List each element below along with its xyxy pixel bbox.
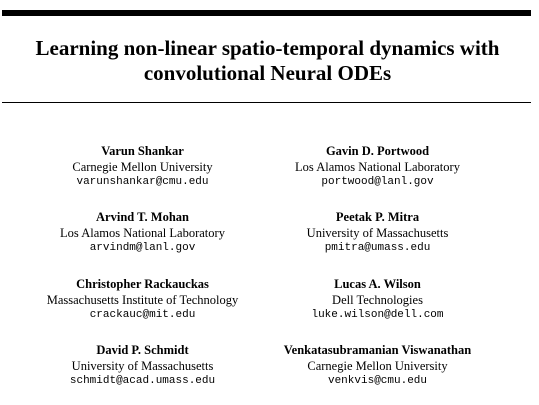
author-name: David P. Schmidt xyxy=(96,343,189,357)
author-affiliation: Los Alamos National Laboratory xyxy=(60,226,225,240)
author-affiliation: University of Massachusetts xyxy=(306,226,449,240)
author-email[interactable]: portwood@lanl.gov xyxy=(321,176,434,188)
top-rule xyxy=(2,10,531,16)
author-affiliation: Dell Technologies xyxy=(332,293,423,307)
author-block-wilson xyxy=(275,276,480,323)
author-name: Peetak P. Mitra xyxy=(335,210,420,224)
author-name: Varun Shankar xyxy=(101,144,184,158)
author-block-portwood xyxy=(275,143,480,190)
author-block-viswanathan xyxy=(275,342,480,389)
author-email[interactable]: venkvis@cmu.edu xyxy=(327,375,428,387)
author-email[interactable]: schmidt@acad.umass.edu xyxy=(69,375,216,387)
paper-title xyxy=(0,36,535,86)
author-affiliation: Carnegie Mellon University xyxy=(72,160,213,174)
author-name: Christopher Rackauckas xyxy=(76,277,209,291)
author-name: Venkatasubramanian Viswanathan xyxy=(283,343,472,357)
author-affiliation: Los Alamos National Laboratory xyxy=(295,160,460,174)
title-line-2: convolutional Neural ODEs xyxy=(143,61,392,85)
author-block-mitra xyxy=(275,209,480,256)
author-name: Lucas A. Wilson xyxy=(334,277,421,291)
author-affiliation: University of Massachusetts xyxy=(71,359,214,373)
author-name: Gavin D. Portwood xyxy=(325,144,430,158)
author-name: Arvind T. Mohan xyxy=(96,210,189,224)
author-affiliation: Massachusetts Institute of Technology xyxy=(46,293,239,307)
title-bottom-rule xyxy=(2,102,531,103)
author-affiliation: Carnegie Mellon University xyxy=(307,359,448,373)
author-block-mohan xyxy=(40,209,245,256)
author-email[interactable]: luke.wilson@dell.com xyxy=(311,309,444,321)
author-email[interactable]: varunshankar@cmu.edu xyxy=(76,176,209,188)
author-email[interactable]: crackauc@mit.edu xyxy=(89,309,196,321)
author-email[interactable]: pmitra@umass.edu xyxy=(324,242,431,254)
author-block-rackauckas xyxy=(40,276,245,323)
title-line-1: Learning non-linear spatio-temporal dynamics with xyxy=(35,36,500,60)
author-block-schmidt xyxy=(40,342,245,389)
author-email[interactable]: arvindm@lanl.gov xyxy=(89,242,196,254)
author-block-shankar xyxy=(40,143,245,190)
